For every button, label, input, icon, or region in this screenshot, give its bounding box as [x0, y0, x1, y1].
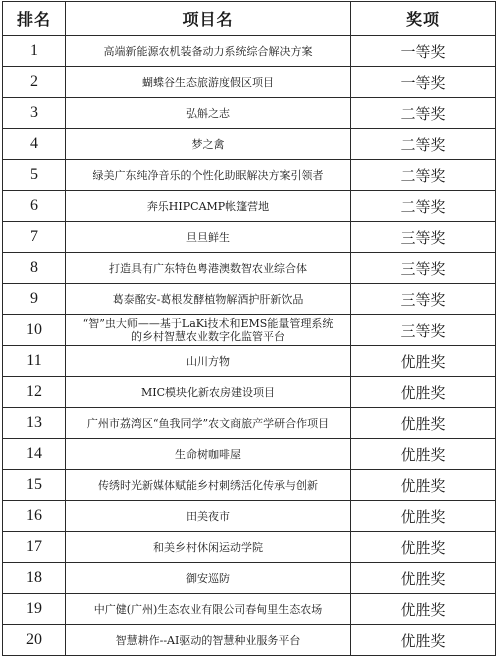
project-name-line-2: 的乡村智慧农业数字化监管平台	[131, 330, 285, 343]
project-name-cell: 蝴蝶谷生态旅游度假区项目	[66, 67, 351, 98]
rank-cell: 4	[3, 129, 66, 160]
award-cell: 优胜奖	[351, 377, 496, 408]
rank-cell: 16	[3, 501, 66, 532]
rank-cell: 15	[3, 470, 66, 501]
rank-cell: 13	[3, 408, 66, 439]
rank-cell: 8	[3, 253, 66, 284]
table-row	[3, 346, 496, 377]
award-cell: 优胜奖	[351, 346, 496, 377]
project-name-cell: 中广健(广州)生态农业有限公司春甸里生态农场	[66, 594, 351, 625]
award-cell: 优胜奖	[351, 563, 496, 594]
project-name-cell: 高端新能源农机装备动力系统综合解决方案	[66, 36, 351, 67]
table-row	[3, 284, 496, 315]
award-cell: 优胜奖	[351, 408, 496, 439]
table-row	[3, 408, 496, 439]
project-name-cell: 智慧耕作--AI驱动的智慧种业服务平台	[66, 625, 351, 656]
rank-cell: 7	[3, 222, 66, 253]
rank-cell: 18	[3, 563, 66, 594]
table-header-row	[3, 2, 496, 36]
project-name-cell: 弘斛之志	[66, 98, 351, 129]
project-name-cell: MIC模块化新农房建设项目	[66, 377, 351, 408]
rank-cell: 14	[3, 439, 66, 470]
table-row	[3, 594, 496, 625]
rank-cell: 12	[3, 377, 66, 408]
header-award: 奖项	[351, 2, 496, 36]
award-cell: 一等奖	[351, 36, 496, 67]
table-row	[3, 222, 496, 253]
rank-cell: 10	[3, 315, 66, 346]
rank-cell: 3	[3, 98, 66, 129]
table-row	[3, 470, 496, 501]
award-cell: 优胜奖	[351, 501, 496, 532]
award-cell: 优胜奖	[351, 470, 496, 501]
header-rank: 排名	[3, 2, 66, 36]
award-cell: 二等奖	[351, 129, 496, 160]
table-row	[3, 501, 496, 532]
award-cell: 优胜奖	[351, 532, 496, 563]
project-name-cell: 奔乐HIPCAMP帐篷营地	[66, 191, 351, 222]
award-cell: 优胜奖	[351, 439, 496, 470]
table-row	[3, 36, 496, 67]
project-name-cell: 御安巡防	[66, 563, 351, 594]
award-cell: 三等奖	[351, 222, 496, 253]
header-project-name: 项目名	[66, 2, 351, 36]
rank-cell: 9	[3, 284, 66, 315]
project-name-cell: 旦旦鲜生	[66, 222, 351, 253]
award-cell: 二等奖	[351, 160, 496, 191]
project-name-cell: 和美乡村休闲运动学院	[66, 532, 351, 563]
table-row	[3, 160, 496, 191]
project-name-cell: 梦之禽	[66, 129, 351, 160]
table-row	[3, 129, 496, 160]
project-name-cell: 葛泰酩安-葛根发酵植物解酒护肝新饮品	[66, 284, 351, 315]
project-name-cell: 广州市荔湾区“鱼我同学”农文商旅产学研合作项目	[66, 408, 351, 439]
project-name-cell: 生命树咖啡屋	[66, 439, 351, 470]
table-row	[3, 377, 496, 408]
project-name-line-1: “智”虫大师——基于LaKi技术和EMS能量管理系统	[82, 317, 334, 330]
award-cell: 三等奖	[351, 315, 496, 346]
project-name-cell	[66, 315, 351, 346]
table-row	[3, 315, 496, 346]
award-cell: 三等奖	[351, 253, 496, 284]
rank-cell: 1	[3, 36, 66, 67]
project-name-cell: 田美夜市	[66, 501, 351, 532]
award-cell: 优胜奖	[351, 625, 496, 656]
table-row	[3, 532, 496, 563]
table-row	[3, 439, 496, 470]
table-row	[3, 98, 496, 129]
table-row	[3, 253, 496, 284]
rank-cell: 20	[3, 625, 66, 656]
rank-cell: 2	[3, 67, 66, 98]
project-name-cell: 绿美广东纯净音乐的个性化助眠解决方案引领者	[66, 160, 351, 191]
award-cell: 一等奖	[351, 67, 496, 98]
table-row	[3, 563, 496, 594]
project-name-cell: 打造具有广东特色粤港澳数智农业综合体	[66, 253, 351, 284]
rank-cell: 5	[3, 160, 66, 191]
table-row	[3, 625, 496, 656]
rank-cell: 11	[3, 346, 66, 377]
rank-cell: 6	[3, 191, 66, 222]
award-cell: 二等奖	[351, 191, 496, 222]
project-name-cell: 传绣时光新媒体赋能乡村刺绣活化传承与创新	[66, 470, 351, 501]
award-cell: 三等奖	[351, 284, 496, 315]
award-cell: 优胜奖	[351, 594, 496, 625]
awards-table	[2, 1, 496, 656]
project-name-cell: 山川方物	[66, 346, 351, 377]
table-row	[3, 67, 496, 98]
rank-cell: 19	[3, 594, 66, 625]
award-cell: 二等奖	[351, 98, 496, 129]
table-row	[3, 191, 496, 222]
rank-cell: 17	[3, 532, 66, 563]
